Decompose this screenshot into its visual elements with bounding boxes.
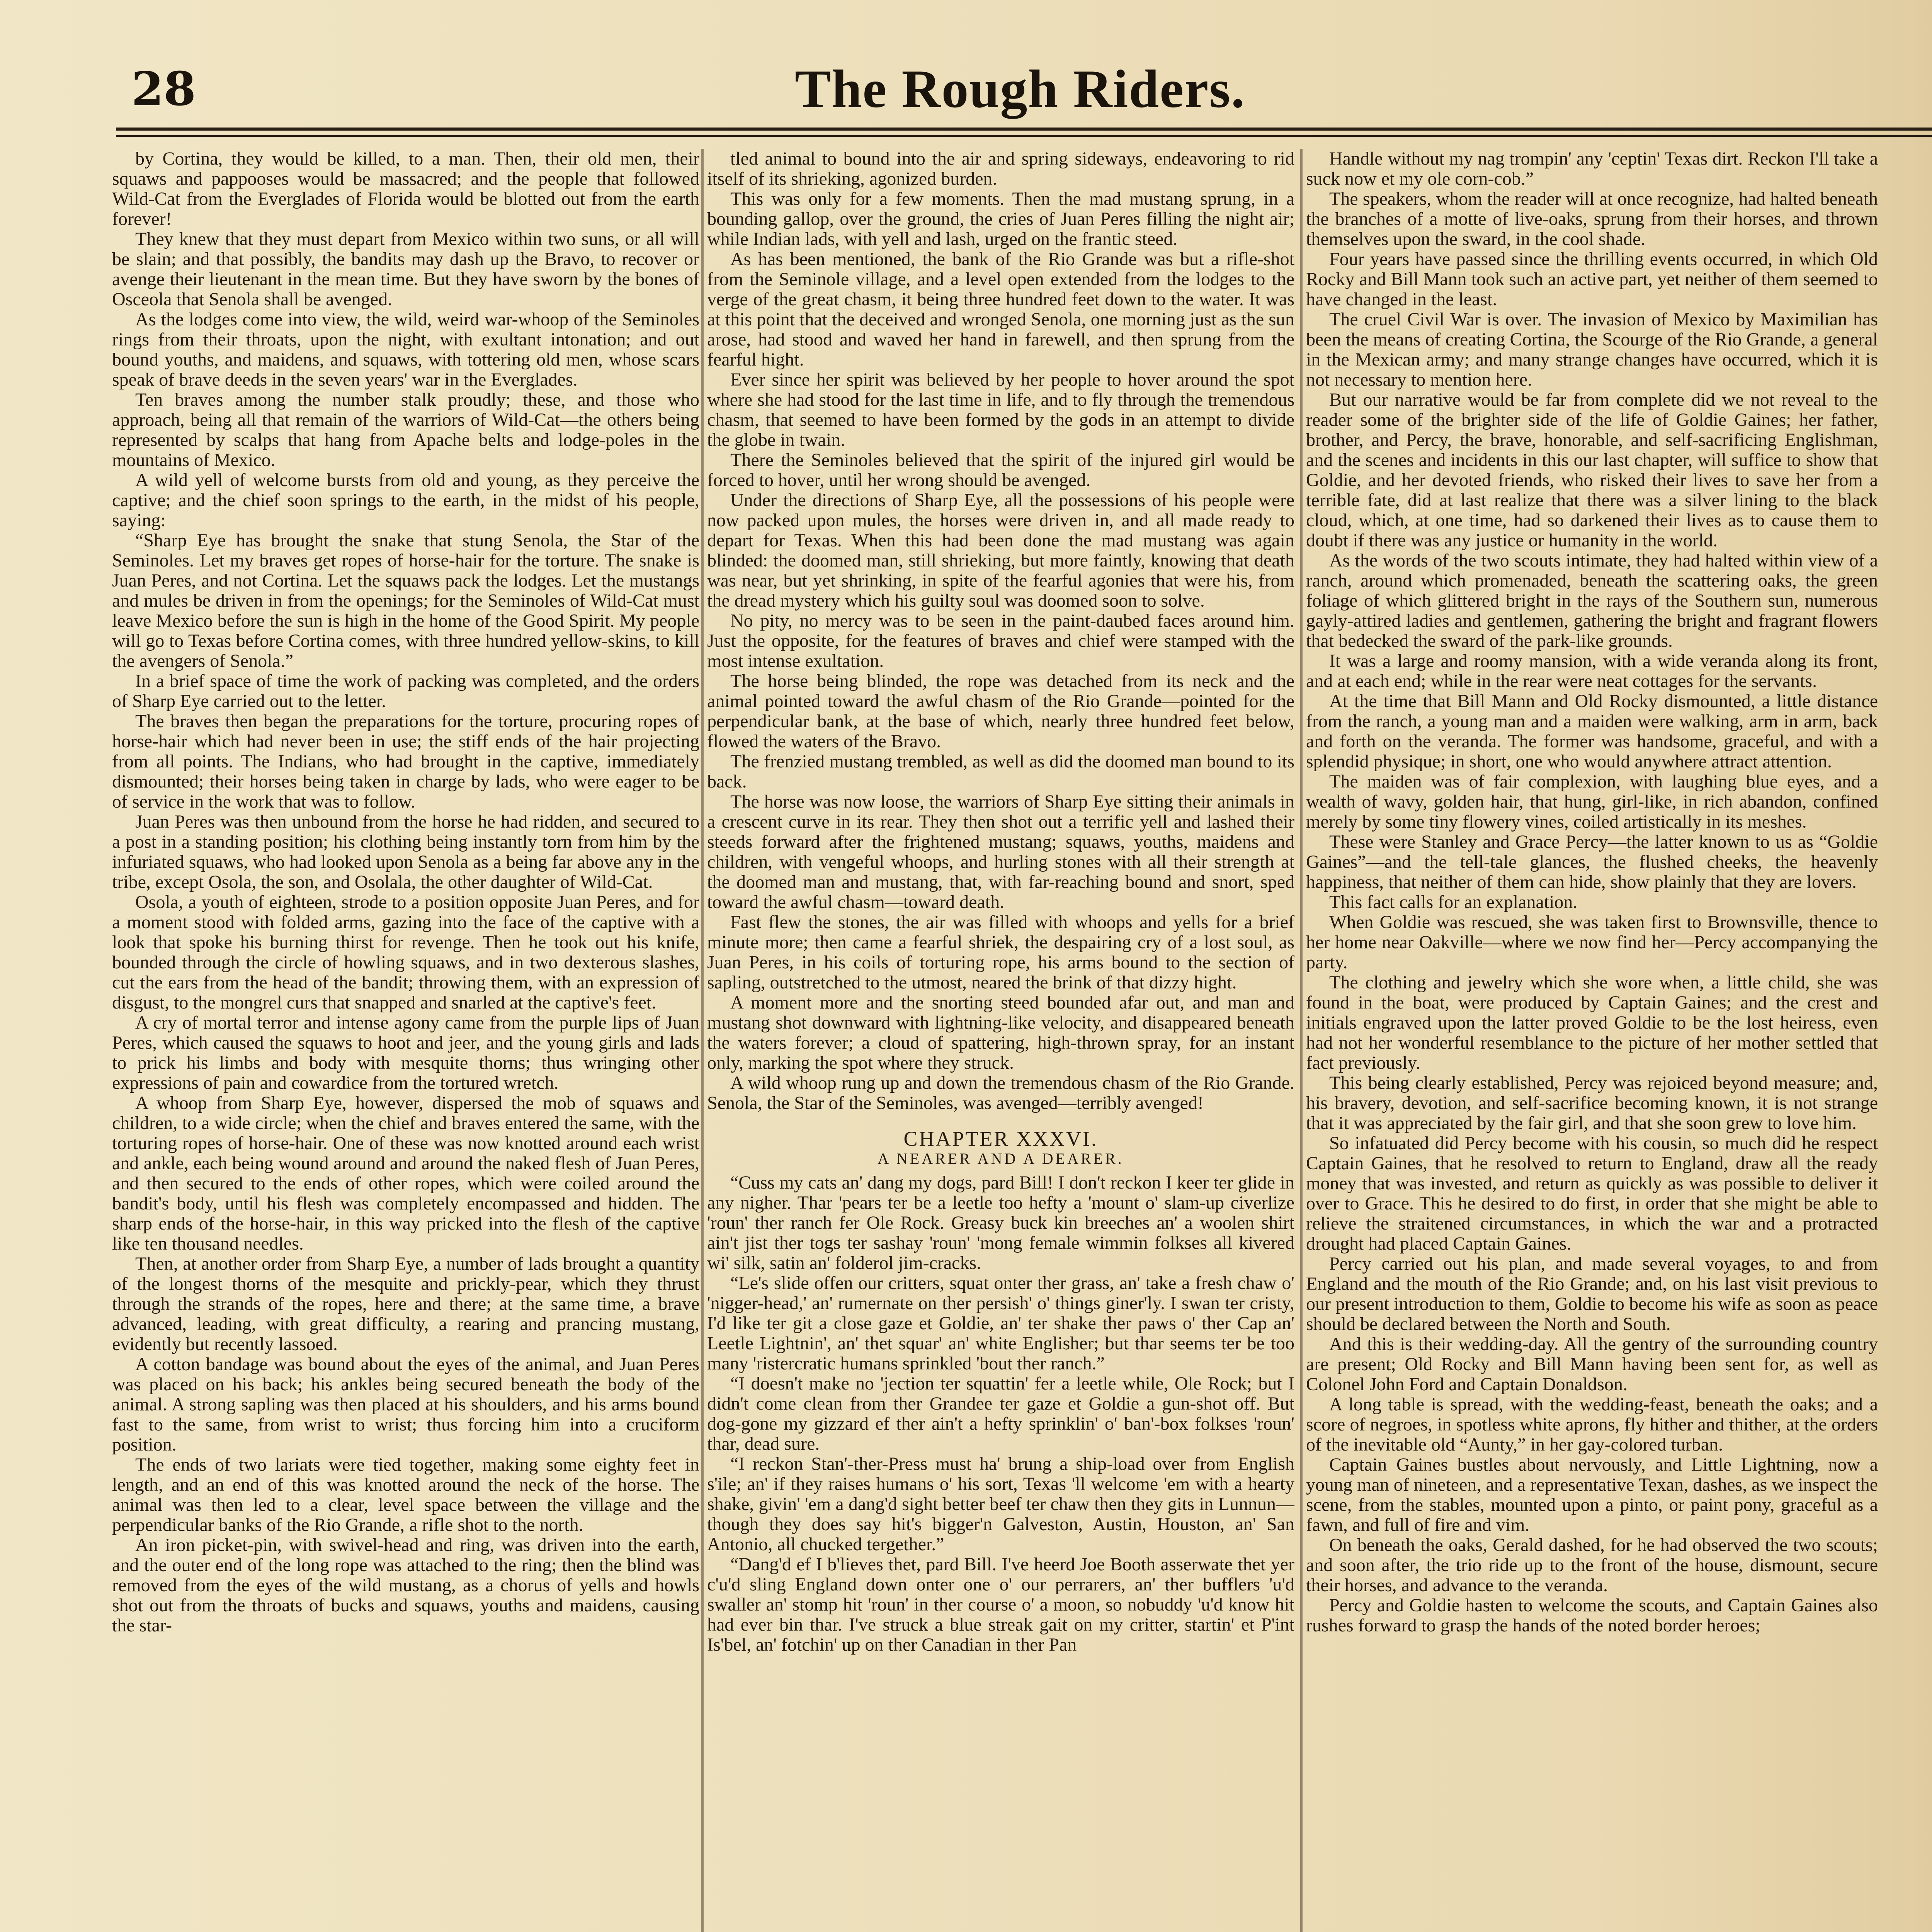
paragraph: As the words of the two scouts intimate, they had halted within view of a ranch, around which promenaded, beneath the scattering oaks, the green foliage of which glittered bright in the rays of the Southern sun, numerous gayly-attired ladies and gentlemen, gathering the bright and fragrant flowers that bedecked the sward of the park-like grounds.: [1306, 550, 1878, 651]
paragraph: A moment more and the snorting steed bounded afar out, and man and mustang shot downward with lightning-like velocity, and disappeared beneath the waters forever; a cloud of spattering, high-thrown spray, for an instant only, marking the spot where they struck.: [707, 992, 1294, 1073]
paragraph: On beneath the oaks, Gerald dashed, for he had observed the two scouts; and soon after, the trio ride up to the front of the house, dismount, secure their horses, and advance to the veranda.: [1306, 1535, 1878, 1595]
paragraph: The cruel Civil War is over. The invasion of Mexico by Maximilian has been the means of creating Cortina, the Scourge of the Rio Grande, a general in the Mexican army; and many strange changes have occurred, which it is not necessary to mention here.: [1306, 309, 1878, 390]
paragraph: The braves then began the preparations for the torture, procuring ropes of horse-hair which had never been in use; the stiff ends of the hair projecting from all points. The Indians, who had brought in the captive, immediately dismounted; their horses being taken in charge by lads, who were eager to be of service in the work that was to follow.: [112, 711, 699, 812]
journal-title: The Rough Riders.: [795, 59, 1245, 119]
paragraph: Ten braves among the number stalk proudly; these, and those who approach, being all that remain of the warriors of Wild-Cat—the others being represented by scalps that hang from Apache belts and lodge-poles in the mountains of Mexico.: [112, 389, 699, 470]
paragraph: A long table is spread, with the wedding-feast, beneath the oaks; and a score of negroes, in spotless white aprons, fly hither and thither, at the orders of the inevitable old “Aunty,” in her gay-colored turban.: [1306, 1394, 1878, 1455]
paragraph: A cotton bandage was bound about the eyes of the animal, and Juan Peres was placed on his back; his ankles being secured beneath the body of the animal. A strong sapling was then placed at his shoulders, and his arms bound fast to the same, from wrist to wrist; thus forcing him into a cruciform position.: [112, 1354, 699, 1455]
paragraph: And this is their wedding-day. All the gentry of the surrounding country are present; Old Rocky and Bill Mann having been sent for, as well as Colonel John Ford and Captain Donaldson.: [1306, 1334, 1878, 1395]
paragraph: No pity, no mercy was to be seen in the paint-daubed faces around him. Just the opposite, for the features of braves and chief were stamped with the most intense exultation.: [707, 611, 1294, 671]
paragraph: This being clearly established, Percy was rejoiced beyond measure; and, his bravery, devotion, and self-sacrifice becoming known, it is not strange that it was appreciated by the fair girl, and that she soon grew to love him.: [1306, 1073, 1878, 1133]
paragraph: There the Seminoles believed that the spirit of the injured girl would be forced to hover, until her wrong should be avenged.: [707, 450, 1294, 490]
paragraph: The frenzied mustang trembled, as well as did the doomed man bound to its back.: [707, 751, 1294, 792]
paragraph: A cry of mortal terror and intense agony came from the purple lips of Juan Peres, which caused the squaws to hoot and jeer, and the young girls and lads to prick his limbs and body with mesquite thorns; thus wringing other expressions of pain and cowardice from the tortured wretch.: [112, 1012, 699, 1093]
paragraph: “I reckon Stan'-ther-Press must ha' brung a ship-load over from English s'ile; an' if they raises humans o' his sort, Texas 'll welcome 'em with a hearty shake, givin' 'em a dang'd sight better beef ter chaw then they gits in Lunnun—though they does say hit's bigger'n Galveston, Austin, Houston, an' San Antonio, all chucked tergether.”: [707, 1454, 1294, 1554]
paragraph: “Sharp Eye has brought the snake that stung Senola, the Star of the Seminoles. Let my braves get ropes of horse-hair for the torture. The snake is Juan Peres, and not Cortina. Let the squaws pack the lodges. Let the mustangs and mules be driven in from the openings; for the Seminoles of Wild-Cat must leave Mexico before the sun is high in the home of the Good Spirit. My people will go to Texas before Cortina comes, with three hundred yellow-skins, to kill the avengers of Senola.”: [112, 530, 699, 671]
header-rule: [116, 128, 1932, 131]
paragraph: A wild yell of welcome bursts from old and young, as they perceive the captive; and the chief soon springs to the earth, in the midst of his people, saying:: [112, 470, 699, 531]
paragraph: Handle without my nag trompin' any 'ceptin' Texas dirt. Reckon I'll take a suck now et my ole corn-cob.”: [1306, 149, 1878, 189]
paragraph: The speakers, whom the reader will at once recognize, had halted beneath the branches of a motte of live-oaks, sprung from their horses, and thrown themselves upon the sward, in the cool shade.: [1306, 189, 1878, 249]
paragraph: by Cortina, they would be killed, to a man. Then, their old men, their squaws and pappooses would be massacred; and the people that followed Wild-Cat from the Everglades of Florida would be blotted out from the earth forever!: [112, 149, 699, 229]
paragraph: Osola, a youth of eighteen, strode to a position opposite Juan Peres, and for a moment stood with folded arms, gazing into the face of the captive with a look that spoke his burning thirst for revenge. Then he took out his knife, bounded through the circle of howling squaws, and in two dexterous slashes, cut the ears from the head of the bandit; throwing them, with an expression of disgust, to the mongrel curs that snapped and snarled at the captive's feet.: [112, 892, 699, 1013]
paragraph: The horse was now loose, the warriors of Sharp Eye sitting their animals in a crescent curve in its rear. They then shot out a terrific yell and lashed their steeds forward after the frightened mustang; squaws, youths, maidens and children, with vengeful whoops, and hurling stones with all their strength at the doomed man and mustang, that, with far-reaching bound and snort, sped toward the awful chasm—toward death.: [707, 791, 1294, 912]
paragraph: A wild whoop rung up and down the tremendous chasm of the Rio Grande. Senola, the Star of the Seminoles, was avenged—terribly avenged!: [707, 1073, 1294, 1113]
paragraph: Then, at another order from Sharp Eye, a number of lads brought a quantity of the longest thorns of the mesquite and prickly-pear, which they thrust through the strands of the ropes, here and there; at the same time, a brave advanced, leading, with great difficulty, a rearing and prancing mustang, evidently but recently lassoed.: [112, 1253, 699, 1354]
paragraph: As the lodges come into view, the wild, weird war-whoop of the Seminoles rings from their throats, upon the night, with exultant intonation; and out bound youths, and maidens, and squaws, with tottering old men, whose scars speak of brave deeds in the seven years' war in the Everglades.: [112, 309, 699, 390]
text-column-3: [1306, 149, 1878, 1932]
text-column-1: [112, 149, 699, 1932]
paragraph: “Cuss my cats an' dang my dogs, pard Bill! I don't reckon I keer ter glide in any nigher. Thar 'pears ter be a leetle too hefty a 'mount o' slam-up civerlize 'roun' ther ranch fer Ole Rock. Greasy buck kin breeches an' a woolen shirt ain't jist ther togs ter sashay 'roun' 'mong female wimmin folkses all kivered wi' silk, satin an' folderol jim-cracks.: [707, 1172, 1294, 1273]
paragraph: Percy carried out his plan, and made several voyages, to and from England and the mouth of the Rio Grande; and, on his last visit previous to our present introduction to them, Goldie to become his wife as soon as peace should be declared between the North and South.: [1306, 1253, 1878, 1334]
paragraph: The clothing and jewelry which she wore when, a little child, she was found in the boat, were produced by Captain Gaines; and the crest and initials engraved upon the latter proved Goldie to be the lost heiress, even had not her wonderful resemblance to the picture of her mother settled that fact previously.: [1306, 972, 1878, 1073]
paragraph: “I doesn't make no 'jection ter squattin' fer a leetle while, Ole Rock; but I didn't come clean from ther Grandee ter gaze et Goldie a gun-shot off. But dog-gone my gizzard ef ther ain't a hefty sprinklin' o' ban'-box folkses 'roun' thar, dead sure.: [707, 1373, 1294, 1454]
paragraph: Under the directions of Sharp Eye, all the possessions of his people were now packed upon mules, the horses were driven in, and all made ready to depart for Texas. When this had been done the mad mustang was again blinded: the doomed man, still shrieking, but more faintly, knowing that death was near, but yet shrinking, in spite of the fearful agonies that were his, from the dread mystery which his guilty soul was doomed soon to solve.: [707, 490, 1294, 611]
paragraph: “Le's slide offen our critters, squat onter ther grass, an' take a fresh chaw o' 'nigger-head,' an' rumernate on ther persish' o' things giner'ly. I swan ter cristy, I'd like ter git a close gaze et Goldie, an' ter shake ther paws o' ther Cap an' Leetle Lightnin', an' thet squar' an' white Englisher; but thar seems ter be too many 'ristercratic humans sprinkled 'bout ther ranch.”: [707, 1273, 1294, 1374]
paragraph: In a brief space of time the work of packing was completed, and the orders of Sharp Eye carried out to the letter.: [112, 671, 699, 711]
paragraph: tled animal to bound into the air and spring sideways, endeavoring to rid itself of its shrieking, agonized burden.: [707, 149, 1294, 189]
paragraph: Percy and Goldie hasten to welcome the scouts, and Captain Gaines also rushes forward to grasp the hands of the noted border heroes;: [1306, 1595, 1878, 1636]
paragraph: When Goldie was rescued, she was taken first to Brownsville, thence to her home near Oakville—where we now find her—Percy accompanying the party.: [1306, 912, 1878, 973]
chapter-subtitle: A NEARER AND A DEARER.: [878, 1150, 1124, 1167]
chapter-heading: CHAPTER XXXVI.: [903, 1127, 1098, 1150]
page-header: [116, 58, 1924, 128]
paragraph: It was a large and roomy mansion, with a wide veranda along its front, and at each end; while in the rear were neat cottages for the servants.: [1306, 651, 1878, 691]
paragraph: At the time that Bill Mann and Old Rocky dismounted, a little distance from the ranch, a young man and a maiden were walking, arm in arm, back and forth on the veranda. The former was handsome, graceful, and with a splendid physique; in short, one who would anywhere attract attention.: [1306, 691, 1878, 772]
paragraph: Juan Peres was then unbound from the horse he had ridden, and secured to a post in a standing position; his clothing being instantly torn from him by the infuriated squaws, who had looked upon Senola as a being far above any in the tribe, except Osola, the son, and Osolala, the other daughter of Wild-Cat.: [112, 811, 699, 892]
paragraph: Fast flew the stones, the air was filled with whoops and yells for a brief minute more; then came a fearful shriek, the despairing cry of a lost soul, as Juan Peres, in his coils of torturing rope, his arms bound to the section of sapling, outstretched to the utmost, neared the brink of that dizzy hight.: [707, 912, 1294, 993]
paragraph: But our narrative would be far from complete did we not reveal to the reader some of the brighter side of the life of Goldie Gaines; her father, brother, and Percy, the brave, honorable, and self-sacrificing Englishman, and the scenes and incidents in this our last chapter, will suffice to show that Goldie, and her devoted friends, who risked their lives to save her from a terrible fate, did at last realize that there was a silver lining to the black cloud, which, at one time, had so darkened their lives as to cause them to doubt if there was any justice or humanity in the world.: [1306, 389, 1878, 551]
column-divider: [701, 149, 704, 1932]
paragraph: A whoop from Sharp Eye, however, dispersed the mob of squaws and children, to a wide circle; when the chief and braves entered the same, with the torturing ropes of horse-hair. One of these was now knotted around each wrist and ankle, each being wound around and around the naked flesh of Juan Peres, and then secured to the ends of other ropes, which were coiled around the bandit's body, until his flesh was completely encompassed and hidden. The sharp ends of the horse-hair, in this way pricked into the flesh of the captive like ten thousand needles.: [112, 1093, 699, 1254]
paragraph: These were Stanley and Grace Percy—the latter known to us as “Goldie Gaines”—and the tell-tale glances, the flushed cheeks, the heavenly happiness, that neither of them can hide, show plainly that they are lovers.: [1306, 832, 1878, 892]
paragraph: The ends of two lariats were tied together, making some eighty feet in length, and an end of this was knotted around the neck of the horse. The animal was then led to a clear, level space between the village and the perpendicular banks of the Rio Grande, a rifle shot to the north.: [112, 1454, 699, 1535]
paragraph: This was only for a few moments. Then the mad mustang sprung, in a bounding gallop, over the ground, the cries of Juan Peres filling the night air; while Indian lads, with yell and lash, urged on the frantic steed.: [707, 189, 1294, 249]
paragraph: Four years have passed since the thrilling events occurred, in which Old Rocky and Bill Mann took such an active part, yet neither of them seemed to have changed in the least.: [1306, 249, 1878, 310]
paragraph: This fact calls for an explanation.: [1329, 892, 1578, 912]
page-number: 28: [131, 62, 196, 116]
paragraph: “Dang'd ef I b'lieves thet, pard Bill. I've heerd Joe Booth asserwate thet yer c'u'd sling England down onter one o' our perrarers, an' ther bufflers 'u'd swaller an' stomp hit 'roun' in ther course o' a moon, so nobuddy 'u'd know hit had ever bin thar. I've struck a blue streak gait on my critter, startin' et P'int Is'bel, an' fotchin' up on ther Canadian in ther Pan: [707, 1554, 1294, 1655]
paragraph: They knew that they must depart from Mexico within two suns, or all will be slain; and that possibly, the bandits may dash up the Bravo, to recover or avenge their lieutenant in the mean time. But they have sworn by the bones of Osceola that Senola shall be avenged.: [112, 229, 699, 310]
paragraph: Ever since her spirit was believed by her people to hover around the spot where she had stood for the last time in life, and to fly through the tremendous chasm, that seemed to have been formed by the gods in an attempt to divide the globe in twain.: [707, 369, 1294, 450]
paragraph: The horse being blinded, the rope was detached from its neck and the animal pointed toward the awful chasm of the Rio Grande—pointed for the perpendicular bank, at the base of which, nearly three hundred feet below, flowed the waters of the Bravo.: [707, 671, 1294, 752]
column-divider: [1300, 149, 1303, 1932]
paragraph: An iron picket-pin, with swivel-head and ring, was driven into the earth, and the outer end of the long rope was attached to the ring; then the blind was removed from the eyes of the wild mustang, as a chorus of yells and howls shot out from the throats of bucks and squaws, youths and maidens, causing the star-: [112, 1535, 699, 1636]
header-rule-thin: [116, 135, 1932, 137]
text-column-2: [707, 149, 1294, 1932]
paragraph: Captain Gaines bustles about nervously, and Little Lightning, now a young man of nineteen, and a representative Texan, dashes, as we inspect the scene, from the stables, mounted upon a pinto, or paint pony, graceful as a fawn, and full of fire and vim.: [1306, 1454, 1878, 1535]
paragraph: As has been mentioned, the bank of the Rio Grande was but a rifle-shot from the Seminole village, and a level open extended from the lodges to the verge of the great chasm, it being three hundred feet down to the water. It was at this point that the deceived and wronged Senola, one morning just as the sun arose, had stood and waved her hand in farewell, and then sprung from the fearful hight.: [707, 249, 1294, 370]
paragraph: So infatuated did Percy become with his cousin, so much did he respect Captain Gaines, that he resolved to return to England, draw all the ready money that was invested, and return as quickly as was possible to deliver it over to Grace. This he desired to do first, in order that she might be able to relieve the straitened circumstances, in which the war and a protracted drought had placed Captain Gaines.: [1306, 1133, 1878, 1254]
paragraph: The maiden was of fair complexion, with laughing blue eyes, and a wealth of wavy, golden hair, that hung, girl-like, in rich abandon, confined merely by some tiny flowery vines, coiled artistically in its meshes.: [1306, 771, 1878, 832]
